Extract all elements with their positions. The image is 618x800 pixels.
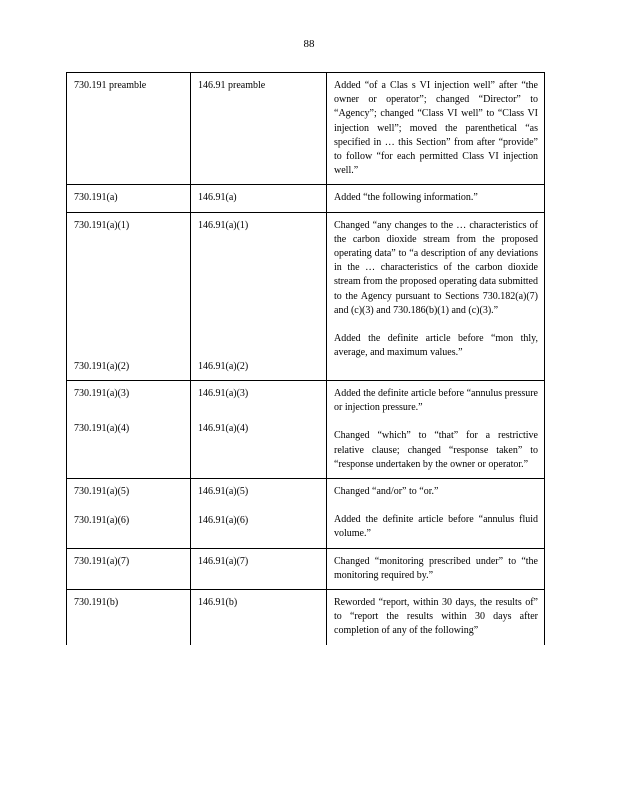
federal-section-cell [191, 381, 327, 479]
federal-section-cell [191, 73, 327, 185]
illinois-section: 730.191(a)(7) [74, 555, 130, 567]
change-description: Reworded “report, within 30 days, the results of” to “report the results within 30 days after completion of any of the following” [334, 597, 538, 637]
illinois-section-cell [67, 212, 191, 380]
federal-section-cell [191, 212, 327, 380]
table-row [67, 548, 545, 589]
change-description-cell [327, 381, 545, 479]
federal-section-cell [191, 590, 327, 645]
change-description-cell [327, 548, 545, 589]
illinois-section: 730.191(a)(3) [74, 388, 130, 400]
table-row [67, 185, 545, 212]
illinois-section: 730.191(a) [74, 192, 118, 204]
change-description: Changed “which” to “that” for a restrictive relative clause; changed “response taken” to “response undertaken by the owner or operator.” [334, 430, 538, 470]
illinois-section-cell [67, 590, 191, 645]
illinois-section: 730.191(b) [74, 597, 119, 609]
change-description-cell [327, 212, 545, 380]
illinois-section-cell [67, 479, 191, 549]
federal-section-cell [191, 479, 327, 549]
amendments-table [66, 72, 545, 645]
change-description: Added the definite article before “annulus pressure or injection pressure.” [334, 388, 538, 414]
illinois-section-cell [67, 73, 191, 185]
federal-section-cell [191, 548, 327, 589]
federal-section: 146.91(a)(7) [198, 555, 249, 567]
change-description: Added “of a Clas s VI injection well” after “the owner or operator”; changed “Director” to “Agency”; changed “Class VI well” to “Class VI injection well”; moved the parenthetical “as specified in … this Section” from after “provide” to follow “for each permitted Class VI injection well.” [334, 80, 538, 177]
change-description: Added the definite article before “annulus fluid volume.” [334, 514, 538, 540]
table-row [67, 212, 545, 380]
federal-section: 146.91(a)(2) [198, 360, 249, 372]
page-number: 88 [303, 38, 315, 50]
federal-section: 146.91(b) [198, 597, 238, 609]
change-description: Changed “and/or” to “or.” [334, 486, 439, 498]
illinois-section-cell [67, 548, 191, 589]
federal-section: 146.91(a) [198, 192, 237, 204]
illinois-section-cell [67, 381, 191, 479]
illinois-section-cell [67, 185, 191, 212]
illinois-section: 730.191 preamble [74, 80, 147, 91]
federal-section: 146.91(a)(1) [198, 219, 249, 231]
change-description: Added “the following information.” [334, 192, 478, 204]
change-description-cell [327, 185, 545, 212]
change-description: Changed “monitoring prescribed under” to “the monitoring required by.” [334, 555, 538, 581]
change-description-cell [327, 73, 545, 185]
change-description-cell [327, 479, 545, 549]
illinois-section: 730.191(a)(4) [74, 423, 130, 435]
federal-section: 146.91(a)(6) [198, 515, 249, 527]
federal-section: 146.91 preamble [198, 80, 266, 91]
federal-section: 146.91(a)(4) [198, 423, 249, 435]
federal-section: 146.91(a)(3) [198, 388, 249, 400]
federal-section: 146.91(a)(5) [198, 486, 249, 498]
illinois-section: 730.191(a)(5) [74, 486, 130, 498]
illinois-section: 730.191(a)(1) [74, 219, 130, 231]
table-row [67, 479, 545, 549]
illinois-section: 730.191(a)(2) [74, 360, 130, 372]
change-description-cell [327, 590, 545, 645]
table-row [67, 590, 545, 645]
change-description: Changed “any changes to the … characteristics of the carbon dioxide stream from the proposed operating data” to “a description of any deviations in the … characteristics of the carbon dioxide stream from the proposed operating data submitted to the Agency pursuant to Sections 730.182(a)(7) and (c)(3) and 730.186(b)(1) and (c)(3).” [334, 219, 538, 316]
illinois-section: 730.191(a)(6) [74, 515, 130, 527]
federal-section-cell [191, 185, 327, 212]
table-row [67, 73, 545, 185]
change-description: Added the definite article before “mon thly, average, and maximum values.” [334, 333, 538, 359]
table-row [67, 381, 545, 479]
